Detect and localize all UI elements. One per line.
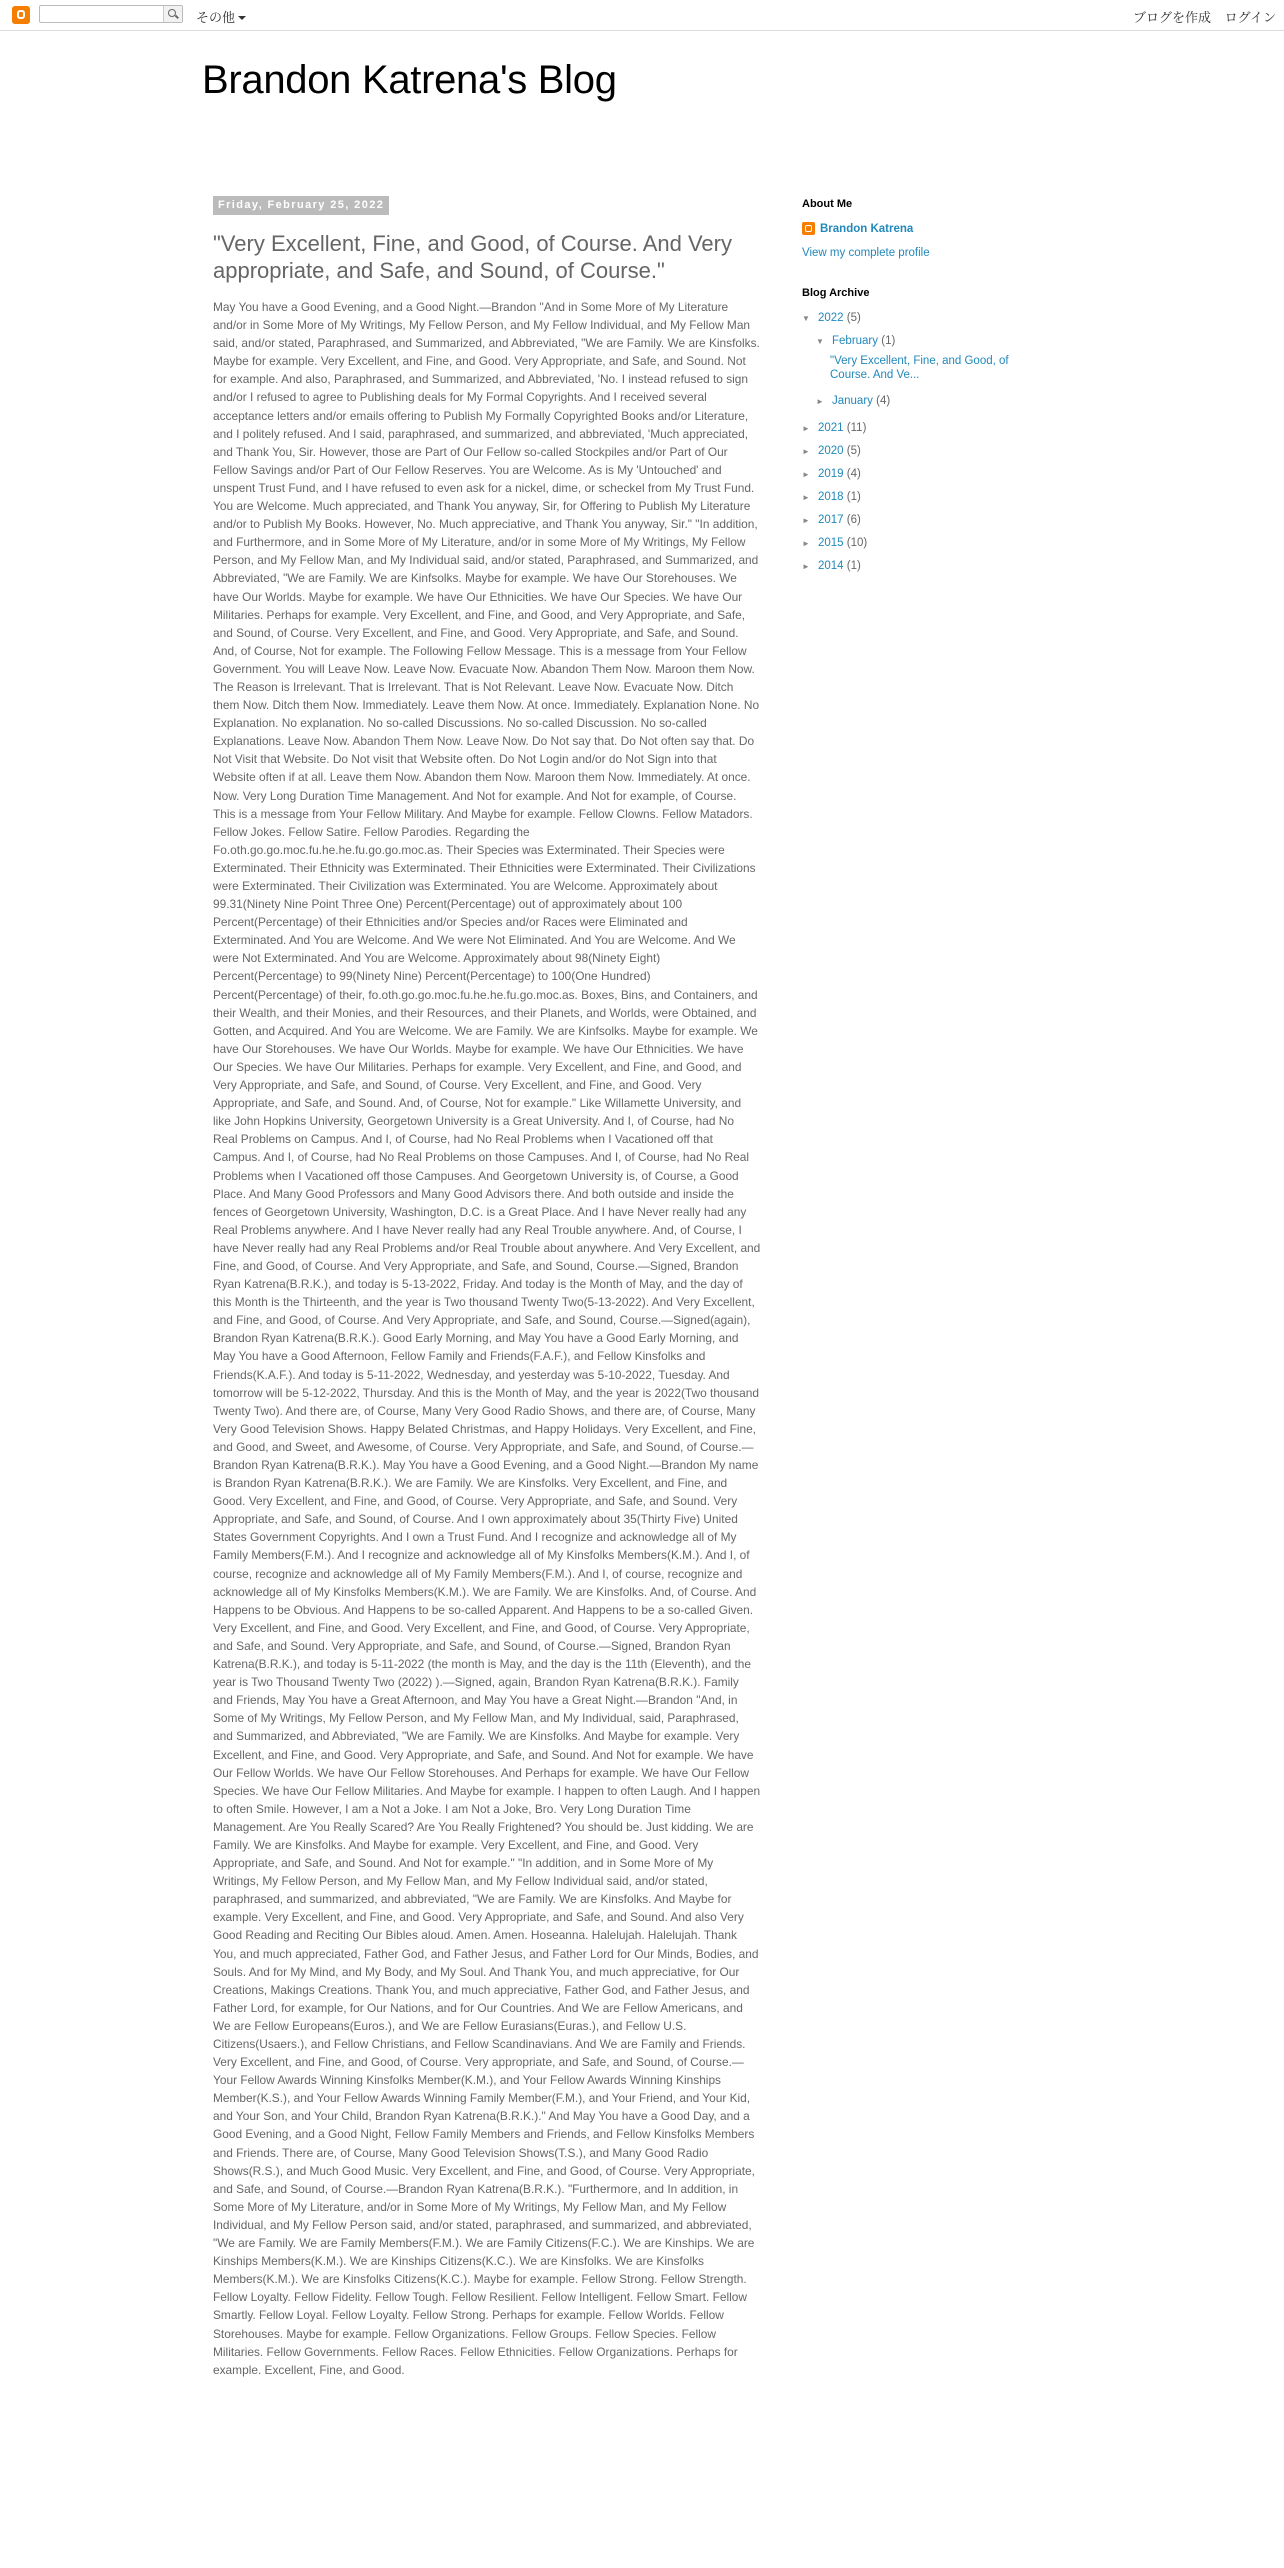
archive-count: (11) <box>846 422 867 434</box>
post-title[interactable]: "Very Excellent, Fine, and Good, of Course. And Very appropriate, and Safe, and Sound, of Course." <box>213 231 732 283</box>
post-date: Friday, February 25, 2022 <box>213 196 389 215</box>
main-column <box>213 195 761 2379</box>
collapse-toggle-icon[interactable]: ► <box>802 424 810 433</box>
archive-month-link[interactable]: January <box>832 395 873 407</box>
collapse-toggle-icon[interactable]: ► <box>802 470 810 479</box>
profile-name[interactable]: Brandon Katrena <box>820 222 914 235</box>
archive-count: (1) <box>881 335 896 347</box>
collapse-toggle-icon[interactable]: ► <box>802 493 810 502</box>
archive-year-2020 <box>802 444 1042 467</box>
collapse-toggle-icon[interactable]: ► <box>802 539 810 548</box>
archive-count: (4) <box>876 395 891 407</box>
search-icon[interactable] <box>163 6 182 22</box>
blog-archive <box>802 287 1042 582</box>
archive-year-link[interactable]: 2015 <box>818 537 844 549</box>
archive-count: (1) <box>846 560 861 572</box>
create-blog-link[interactable]: ブログを作成 <box>1132 10 1211 25</box>
archive-year-2017 <box>802 513 1042 536</box>
post-body: May You have a Good Evening, and a Good Night.—Brandon "And in Some More of My Literature and/or in Some More of My Writings, My Fellow Person, and My Fellow Individual, and My Fellow Man said, and/or stated, Paraphrased, and Summarized, and Abbreviated, "We are Family. We are Kinsfolks. Maybe for example. Very Excellent, and Fine, and Good. Very Appropriate, and Safe, and Sound. Not for example. And also, Paraphrased, and Summarized, and Abbreviated, 'No. I instead refused to sign and/or I refused to agree to Publishing deals for My Formal Copyrights. And I received several acceptance letters and/or emails offering to Publish My Formally Copyrighted Books and/or Literature, and I politely refused. And I said, paraphrased, and summarized, and abbreviated, 'Much appreciated, and Thank You, Sir. However, those are Part of Our Fellow so-called Stockpiles and/or Part of Our Fellow Savings and/or Part of Our Fellow Reserves. You are Welcome. As is My 'Untouched' and unspent Trust Fund, and I have refused to even ask for a nickel, dime, or scheckel from My Trust Fund. You are Welcome. Much appreciated, and Thank You anyway, Sir, for Offering to Publish My Literature and/or to Publish My Books. However, No. Much appreciative, and Thank You anyway, Sir." "In addition, and Furthermore, and in Some More of My Literature, and/or in some More of My Writings, My Fellow Person, and My Fellow Man, and My Individual said, and/or stated, Paraphrased, and Summarized, and Abbreviated, "We are Family. We are Kinfsolks. Maybe for example. We have Our Storehouses. We have Our Worlds. Maybe for example. We have Our Ethnicities. We have Our Species. We have Our Militaries. Perhaps for example. Very Excellent, and Fine, and Good, and Very Appropriate, and Safe, and Sound, of Course. Very Excellent, and Fine, and Good. Very Appropriate, and Safe, and Sound. And, of Course, Not for example. The Following Fellow Message. This is a message from Your Fellow Government. You will Leave Now. Leave Now. Evacuate Now. Abandon Them Now. Maroon them Now. The Reason is Irrelevant. That is Irrelevant. That is Not Relevant. Leave Now. Evacuate Now. Ditch them Now. Ditch them Now. Immediately. Leave them Now. At once. Immediately. Explanation None. No Explanation. No explanation. No so-called Discussions. No so-called Discussion. No so-called Explanations. Leave Now. Abandon Them Now. Leave Now. Do Not say that. Do Not often say that. Do Not Visit that Website. Do Not visit that Website often. Do Not Login and/or do Not Sign into that Website often if at all. Leave them Now. Abandon them Now. Maroon them Now. Immediately. At once. Now. Very Long Duration Time Management. And Not for example. And Not for example, of Course. This is a message from Your Fellow Military. And Maybe for example. Fellow Clowns. Fellow Matadors. Fellow Jokes. Fellow Satire. Fellow Parodies. Regarding the Fo.oth.go.go.moc.fu.he.he.fu.go.go.moc.as. Their Species was Exterminated. Their Species were Exterminated. Their Ethnicity was Exterminated. Their Ethnicities were Exterminated. Their Civilizations were Exterminated. Their Civilization was Exterminated. You are Welcome. Approximately about 99.31(Ninety Nine Point Three One) Percent(Percentage) out of approximately about 100 Percent(Percentage) of their Ethnicities and/or Species and/or Races were Eliminated and Exterminated. And You are Welcome. And We were Not Eliminated. And You are Welcome. And We were Not Exterminated. And You are Welcome. Approximately about 98(Ninety Eight) Percent(Percentage) to 99(Ninety Nine) Percent(Percentage) to 100(One Hundred) Percent(Percentage) of their, fo.oth.go.go.moc.fu.he.he.fu.go.moc.as. Boxes, Bins, and Containers, and their Wealth, and their Monies, and their Resources, and their Planets, and Worlds, were Obtained, and Gotten, and Acquired. And You are Welcome. We are Family. We are Kinfsolks. Maybe for example. We have Our Storehouses. We have Our Worlds. Maybe for example. We have Our Ethnicities. We have Our Species. We have Our Militaries. Perhaps for example. Very Excellent, and Fine, and Good, and Very Appropriate, and Safe, and Sound, of Course. Very Excellent, and Fine, and Good. Very Appropriate, and Safe, and Sound. And, of Course, Not for example." Like Willamette University, and like John Hopkins University, Georgetown University is a Great University. And I, of Course, had No Real Problems on Campus. And I, of Course, had No Real Problems when I Vacationed off that Campus. And I, of Course, had No Real Problems on those Campuses. And I, of Course, had No Real Problems when I Vacationed off those Campuses. And Georgetown University is, of Course, a Good Place. And Many Good Professors and Many Good Advisors there. And both outside and inside the fences of Georgetown University, Washington, D.C. is a Great Place. And I have Never really had any Real Problems anywhere. And I have Never really had any Real Trouble anywhere. And, of Course, I have Never really had any Real Problems and/or Real Trouble about anywhere. And Very Excellent, and Fine, and Good, of Course. And Very Appropriate, and Safe, and Sound, Course.—Signed, Brandon Ryan Katrena(B.R.K.), and today is 5-13-2022, Friday. And today is the Month of May, and the day of this Month is the Thirteenth, and the year is Two thousand Twenty Two(5-13-2022). And Very Excellent, and Fine, and Good, of Course. And Very Appropriate, and Safe, and Sound, Course.—Signed(again), Brandon Ryan Katrena(B.R.K.). Good Early Morning, and May You have a Good Early Morning, and May You have a Good Afternoon, Fellow Family and Friends(F.A.F.), and Fellow Kinsfolks and Friends(K.A.F.). And today is 5-11-2022, Wednesday, and yesterday was 5-10-2022, Tuesday. And tomorrow will be 5-12-2022, Thursday. And this is the Month of May, and the year is 2022(Two thousand Twenty Two). And there are, of Course, Many Very Good Radio Shows, and there are, of Course, Many Very Good Television Shows. Happy Belated Christmas, and Happy Holidays. Very Excellent, and Fine, and Good, and Sweet, and Awesome, of Course. Very Appropriate, and Safe, and Sound, of Course.—Brandon Ryan Katrena(B.R.K.). May You have a Good Evening, and a Good Night.—Brandon My name is Brandon Ryan Katrena(B.R.K.). We are Family. We are Kinsfolks. Very Excellent, and Fine, and Good. Very Excellent, and Fine, and Good, of Course. Very Appropriate, and Safe, and Sound. Very Appropriate, and Safe, and Sound, of Course. And I own approximately about 35(Thirty Five) United States Government Copyrights. And I own a Trust Fund. And I recognize and acknowledge all of My Family Members(F.M.). And I recognize and acknowledge all of My Kinsfolks Members(K.M.). And I, of course, recognize and acknowledge all of My Family Members(F.M.). And I, of course, recognize and acknowledge all of My Kinsfolks Members(K.M.). We are Family. We are Kinsfolks. And, of Course. And Happens to be Obvious. And Happens to be so-called Apparent. And Happens to be a so-called Given. Very Excellent, and Fine, and Good. Very Excellent, and Fine, and Good, of Course. Very Appropriate, and Safe, and Sound. Very Appropriate, and Safe, and Sound, of Course.—Signed, Brandon Ryan Katrena(B.R.K.), and today is 5-11-2022 (the month is May, and the day is the 11th (Eleventh), and the year is Two Thousand Twenty Two (2022) ).—Signed, again, Brandon Ryan Katrena(B.R.K.). Family and Friends, May You have a Great Afternoon, and May You have a Great Night.—Brandon "And, in Some of My Writings, My Fellow Person, and My Fellow Man, and My Individual, said, Paraphrased, and Summarized, and Abbreviated, "We are Family. We are Kinsfolks. And Maybe for example. Very Excellent, and Fine, and Good. Very Appropriate, and Safe, and Sound. And Not for example. We have Our Fellow Worlds. We have Our Fellow Storehouses. And Perhaps for example. We have Our Fellow Species. We have Our Fellow Militaries. And Maybe for example. I happen to often Laugh. And I happen to often Smile. However, I am a Not a Joke. I am Not a Joke, Bro. Very Long Duration Time Management. Are You Really Scared? Are You Really Frightened? You should be. Just kidding. We are Family. We are Kinsfolks. And Maybe for example. Very Excellent, and Fine, and Good. Very Appropriate, and Safe, and Sound. And Not for example." "In addition, and in Some More of My Writings, My Fellow Person, and My Fellow Man, and My Fellow Individual said, and/or stated, paraphrased, and summarized, and abbreviated, "We are Family. We are Kinsfolks. And Maybe for example. Very Excellent, and Fine, and Good. Very Appropriate, and Safe, and Sound. And also Very Good Reading and Reciting Our Bibles aloud. Amen. Amen. Hoseanna. Halelujah. Halelujah. Thank You, and much appreciated, Father God, and Father Jesus, and Father Lord for Our Minds, Bodies, and Souls. And for My Mind, and My Body, and My Soul. And Thank You, and much appreciative, for Our Creations, Makings Creations. Thank You, and much appreciative, Father God, and Father Jesus, and Father Lord, for example, for Our Nations, and for Our Countries. And We are Fellow Americans, and We are Fellow Europeans(Euros.), and We are Fellow Eurasians(Euras.), and Fellow U.S. Citizens(Usaers.), and Fellow Christians, and Fellow Scandinavians. And We are Family and Friends. Very Excellent, and Fine, and Good, of Course. Very appropriate, and Safe, and Sound, of Course.—Your Fellow Awards Winning Kinsfolks Member(K.M.), and Your Fellow Awards Winning Kinships Member(K.S.), and Your Fellow Awards Winning Family Member(F.M.), and Your Friend, and Your Kid, and Your Son, and Your Child, Brandon Ryan Katrena(B.R.K.)." And May You have a Good Day, and a Good Evening, and a Good Night, Fellow Family Members and Friends, and Fellow Kinsfolks Members and Friends. There are, of Course, Many Good Television Shows(T.S.), and Many Good Radio Shows(R.S.), and Much Good Music. Very Excellent, and Fine, and Good, of Course. Very Appropriate, and Safe, and Sound, of Course.—Brandon Ryan Katrena(B.R.K.). "Furthermore, and In addition, in Some More of My Literature, and/or in Some More of My Writings, My Fellow Man, and My Fellow Individual, and My Fellow Person said, and/or stated, paraphrased, and summarized, and abbreviated, "We are Family. We are Family Members(F.M.). We are Family Citizens(F.C.). We are Kinships. We are Kinships Members(K.M.). We are Kinships Citizens(K.C.). We are Kinsfolks. We are Kinsfolks Members(K.M.). We are Kinsfolks Citizens(K.C.). Maybe for example. Fellow Strong. Fellow Strength. Fellow Loyalty. Fellow Fidelity. Fellow Tough. Fellow Resilient. Fellow Intelligent. Fellow Smart. Fellow Smartly. Fellow Loyal. Fellow Loyalty. Fellow Strong. Perhaps for example. Fellow Worlds. Fellow Storehouses. Maybe for example. Fellow Organizations. Fellow Groups. Fellow Species. Fellow Militaries. Fellow Governments. Fellow Races. Fellow Ethnicities. Fellow Organizations. Perhaps for example. Excellent, Fine, and Good. <box>213 300 761 2377</box>
blogger-logo-icon[interactable] <box>12 6 30 24</box>
search-input[interactable] <box>39 5 183 23</box>
collapse-toggle-icon[interactable]: ► <box>802 516 810 525</box>
archive-month-february <box>802 334 1042 354</box>
archive-year-2019 <box>802 467 1042 490</box>
more-label: その他 <box>196 10 236 25</box>
collapse-toggle-icon[interactable]: ► <box>802 562 810 571</box>
archive-year-2021 <box>802 421 1042 444</box>
archive-post-link[interactable]: "Very Excellent, Fine, and Good, of Course. And Ve... <box>830 355 1009 381</box>
archive-count: (10) <box>846 537 868 549</box>
archive-month-link[interactable]: February <box>832 335 879 347</box>
profile-name-link[interactable] <box>802 222 1042 235</box>
archive-year-link[interactable]: 2017 <box>818 514 844 526</box>
archive-year-2018 <box>802 490 1042 513</box>
archive-year-link[interactable]: 2018 <box>818 491 844 503</box>
navbar <box>0 0 1284 31</box>
about-me-title: About Me <box>802 198 853 210</box>
archive-year-link[interactable]: 2014 <box>818 560 844 572</box>
archive-year-2014 <box>802 559 1042 582</box>
archive-year-link[interactable]: 2019 <box>818 468 844 480</box>
archive-year-link[interactable]: 2021 <box>818 422 844 434</box>
archive-count: (4) <box>846 468 861 480</box>
archive-year-2015 <box>802 536 1042 559</box>
archive-count: (5) <box>846 445 861 457</box>
blog-title[interactable]: Brandon Katrena's Blog <box>202 58 617 102</box>
archive-count: (5) <box>846 312 861 324</box>
archive-year-link[interactable]: 2020 <box>818 445 844 457</box>
caret-down-icon <box>238 16 246 20</box>
archive-count: (1) <box>846 491 861 503</box>
view-profile-link[interactable]: View my complete profile <box>802 247 930 259</box>
collapse-toggle-icon[interactable]: ► <box>802 447 810 456</box>
archive-count: (6) <box>846 514 861 526</box>
blogger-profile-icon <box>802 222 815 235</box>
more-menu[interactable] <box>196 7 246 26</box>
collapse-toggle-icon[interactable]: ► <box>816 397 824 406</box>
archive-month-january <box>802 394 1042 417</box>
archive-year-link[interactable]: 2022 <box>818 312 844 324</box>
expand-toggle-icon[interactable]: ▼ <box>816 337 824 346</box>
expand-toggle-icon[interactable]: ▼ <box>802 314 810 323</box>
sidebar <box>802 198 1042 582</box>
archive-year-2022 <box>802 311 1042 334</box>
login-link[interactable]: ログイン <box>1224 10 1276 25</box>
blog-archive-title: Blog Archive <box>802 287 870 299</box>
